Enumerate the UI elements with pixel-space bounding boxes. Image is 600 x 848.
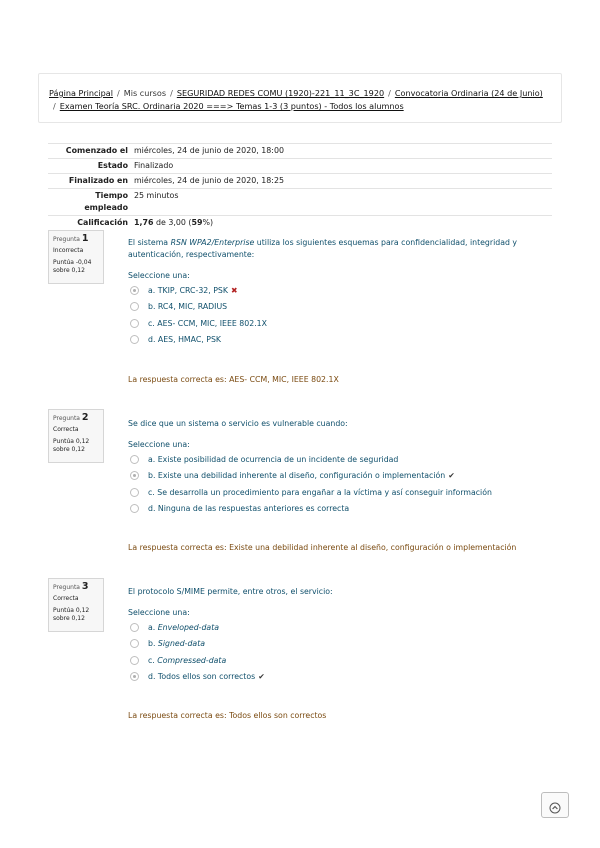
summary-label (48, 189, 134, 216)
answer-option[interactable] (128, 285, 538, 301)
breadcrumb-separator: / (170, 88, 173, 98)
question-label: Pregunta (53, 584, 80, 591)
summary-value: 25 minutos (134, 191, 179, 200)
breadcrumb-quiz-link[interactable]: Examen Teoría SRC. Ordinaria 2020 ===> Temas 1-3 (3 puntos) - Todos los alumnos (59, 101, 404, 111)
question-text-part: utiliza los siguientes esquemas para confidencialidad, integridad y autenticación, respectivamente: (128, 238, 518, 259)
summary-value: miércoles, 24 de junio de 2020, 18:25 (134, 176, 284, 185)
chevron-up-icon (549, 799, 561, 811)
attempt-summary-table (48, 143, 552, 230)
breadcrumb-separator: / (117, 88, 120, 98)
answer-option[interactable] (128, 622, 538, 638)
question-text (128, 237, 538, 261)
question-number-value: 3 (81, 581, 89, 592)
radio-button[interactable] (130, 302, 139, 311)
summary-row-started (48, 144, 552, 159)
option-text: RC4, MIC, RADIUS (157, 302, 228, 312)
summary-value: miércoles, 24 de junio de 2020, 18:00 (134, 146, 284, 155)
question-state: Correcta (53, 595, 79, 602)
option-letter: a. (148, 623, 158, 632)
radio-button[interactable] (130, 455, 139, 464)
question-number-value: 1 (81, 233, 89, 244)
correct-answer-feedback: La respuesta correcta es: Todos ellos son correctos (128, 711, 327, 720)
option-letter: d. (148, 672, 158, 682)
correct-check-icon: ✔ (448, 471, 455, 481)
question-text-part: El sistema (128, 238, 171, 247)
question-content-2 (128, 418, 538, 520)
answer-option[interactable] (128, 503, 538, 519)
option-letter: d. (148, 504, 158, 514)
option-text: AES, HMAC, PSK (157, 335, 222, 345)
summary-label-line: empleado (84, 203, 128, 212)
radio-button[interactable] (130, 504, 139, 513)
answer-option[interactable] (128, 470, 538, 486)
option-letter: b. (148, 639, 158, 649)
question-points: Puntúa 0,12 (53, 438, 90, 445)
option-letter: b. (148, 302, 158, 312)
option-text: Compressed-data (157, 655, 227, 665)
correct-answer-feedback: La respuesta correcta es: AES- CCM, MIC, IEEE 802.1X (128, 375, 339, 384)
option-letter: b. (148, 471, 158, 481)
option-letter: a. (148, 286, 158, 295)
question-content-1 (128, 237, 538, 351)
radio-button[interactable] (130, 639, 139, 648)
question-state: Correcta (53, 426, 79, 433)
summary-label: Calificación (77, 218, 128, 227)
answer-option[interactable] (128, 487, 538, 503)
incorrect-icon: ✖ (230, 286, 238, 295)
breadcrumb-home-link[interactable]: Página Principal (49, 88, 114, 98)
summary-value (134, 216, 552, 231)
option-text: Se desarrolla un procedimiento para engañar a la víctima y así conseguir información (157, 487, 492, 497)
question-points: Puntúa -0,04 (53, 259, 92, 266)
answer-option[interactable] (128, 655, 538, 671)
back-to-top-button[interactable] (541, 792, 569, 818)
question-state: Incorrecta (53, 247, 84, 254)
summary-row-time (48, 189, 552, 216)
grade-percent: 59 (191, 218, 203, 227)
question-info-1 (48, 230, 104, 284)
radio-button[interactable] (130, 319, 139, 328)
answer-option[interactable] (128, 671, 538, 687)
grade-end: %) (202, 218, 214, 227)
summary-label: Estado (97, 161, 128, 170)
question-max: sobre 0,12 (53, 615, 85, 622)
option-text: Existe una debilidad inherente al diseño, configuración o implementación (157, 471, 446, 481)
answer-option[interactable] (128, 318, 538, 334)
radio-button[interactable] (130, 471, 139, 480)
summary-label: Finalizado en (68, 176, 128, 185)
question-text: El protocolo S/MIME permite, entre otros, el servicio: (128, 587, 333, 596)
option-letter: a. (148, 455, 158, 464)
correct-answer-feedback: La respuesta correcta es: Existe una debilidad inherente al diseño, configuración o implementación (128, 543, 517, 552)
question-prompt: Seleccione una: (128, 271, 190, 280)
question-text: Se dice que un sistema o servicio es vulnerable cuando: (128, 419, 348, 428)
breadcrumb-my-courses: Mis cursos (123, 88, 167, 98)
question-number-value: 2 (81, 412, 89, 423)
breadcrumb-separator: / (388, 88, 391, 98)
summary-row-finished (48, 174, 552, 189)
question-label: Pregunta (53, 415, 80, 422)
breadcrumb-section-link[interactable]: Convocatoria Ordinaria (24 de Junio) (394, 88, 543, 98)
answer-option[interactable] (128, 334, 538, 350)
radio-button[interactable] (130, 488, 139, 497)
question-max: sobre 0,12 (53, 446, 85, 453)
radio-button[interactable] (130, 656, 139, 665)
question-number (53, 583, 99, 592)
radio-button[interactable] (130, 623, 139, 632)
question-prompt: Seleccione una: (128, 608, 190, 617)
radio-button[interactable] (130, 335, 139, 344)
answer-option[interactable] (128, 301, 538, 317)
summary-value: Finalizado (134, 161, 174, 170)
summary-label: Comenzado el (65, 146, 128, 155)
breadcrumb-separator: / (53, 101, 56, 111)
question-info-3 (48, 578, 104, 632)
summary-label-line: Tiempo (95, 191, 128, 200)
summary-row-state (48, 159, 552, 174)
question-prompt: Seleccione una: (128, 440, 190, 449)
option-text: AES- CCM, MIC, IEEE 802.1X (157, 318, 267, 328)
option-text: TKIP, CRC-32, PSK (157, 286, 228, 295)
option-letter: c. (148, 655, 158, 665)
option-text: Enveloped-data (157, 623, 220, 632)
option-text: Todos ellos son correctos (157, 672, 256, 682)
option-letter: c. (148, 318, 158, 328)
breadcrumb-course-link[interactable]: SEGURIDAD REDES COMU (1920)-221_11_3C_1920 (176, 88, 385, 98)
question-number (53, 235, 99, 244)
question-text-emphasis: RSN WPA2/Enterprise (170, 238, 255, 247)
option-text: Ninguna de las respuestas anteriores es correcta (157, 504, 350, 514)
grade-score: 1,76 (134, 218, 154, 227)
question-info-2 (48, 409, 104, 463)
question-max: sobre 0,12 (53, 267, 85, 274)
question-content-3 (128, 586, 538, 688)
option-letter: c. (148, 487, 158, 497)
answer-option[interactable] (128, 638, 538, 654)
option-text: Signed-data (157, 639, 206, 649)
question-points: Puntúa 0,12 (53, 607, 90, 614)
question-number (53, 414, 99, 423)
radio-button[interactable] (130, 672, 139, 681)
radio-button[interactable] (130, 286, 139, 295)
question-label: Pregunta (53, 236, 80, 243)
option-text: Existe posibilidad de ocurrencia de un incidente de seguridad (157, 455, 399, 464)
breadcrumb (38, 73, 562, 123)
summary-row-grade (48, 216, 552, 231)
answer-option[interactable] (128, 454, 538, 470)
correct-check-icon: ✔ (258, 672, 265, 682)
grade-mid: de 3,00 ( (153, 218, 192, 227)
option-letter: d. (148, 335, 158, 345)
